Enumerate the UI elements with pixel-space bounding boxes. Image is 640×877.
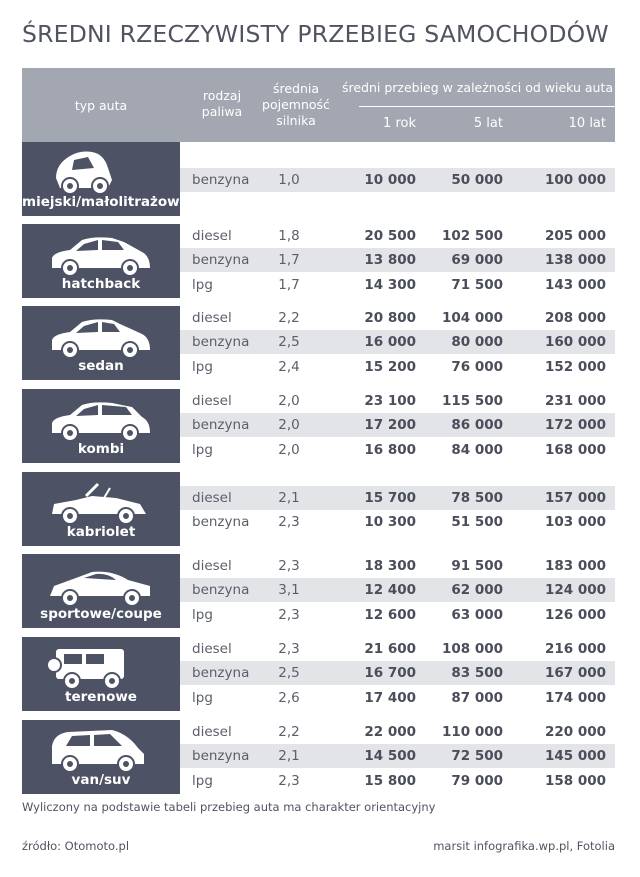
table-row xyxy=(180,661,615,685)
mileage-5-years-cell: 51 500 xyxy=(451,514,503,530)
mileage-5-years-cell: 87 000 xyxy=(451,690,503,706)
mileage-1-year-cell: 10 000 xyxy=(364,172,416,188)
mileage-1-year-cell: 12 600 xyxy=(364,607,416,623)
fuel-cell: diesel xyxy=(192,393,232,409)
mileage-10-years-cell: 216 000 xyxy=(544,641,606,657)
fuel-cell: benzyna xyxy=(192,417,250,433)
fuel-cell: lpg xyxy=(192,773,213,789)
fuel-cell: lpg xyxy=(192,277,213,293)
table-row xyxy=(180,224,615,248)
mileage-5-years-cell: 78 500 xyxy=(451,490,503,506)
mileage-1-year-cell: 15 800 xyxy=(364,773,416,789)
mileage-10-years-cell: 124 000 xyxy=(544,582,606,598)
car-type-group xyxy=(22,554,615,628)
capacity-cell: 2,2 xyxy=(278,310,300,326)
car-type-label: hatchback xyxy=(61,276,141,292)
fuel-cell: benzyna xyxy=(192,334,250,350)
table-row xyxy=(180,510,615,534)
mileage-10-years-cell: 231 000 xyxy=(544,393,606,409)
header-capacity: średnia pojemność silnika xyxy=(262,81,330,128)
mileage-5-years-cell: 83 500 xyxy=(451,665,503,681)
car-type-panel xyxy=(22,142,189,216)
mileage-5-years-cell: 62 000 xyxy=(451,582,503,598)
fuel-cell: benzyna xyxy=(192,252,250,268)
fuel-cell: benzyna xyxy=(192,172,250,188)
mileage-1-year-cell: 15 200 xyxy=(364,359,416,375)
car-type-label: sportowe/coupe xyxy=(40,606,162,622)
table-row xyxy=(180,744,615,768)
mileage-1-year-cell: 10 300 xyxy=(364,514,416,530)
sports-car-icon xyxy=(46,558,156,608)
mileage-5-years-cell: 91 500 xyxy=(451,558,503,574)
capacity-cell: 1,8 xyxy=(278,228,300,244)
mileage-1-year-cell: 17 200 xyxy=(364,417,416,433)
kombi-car-icon xyxy=(46,393,156,443)
sedan-car-icon xyxy=(46,310,156,360)
mileage-5-years-cell: 115 500 xyxy=(441,393,503,409)
capacity-cell: 2,1 xyxy=(278,490,300,506)
car-type-label: van/suv xyxy=(71,772,131,788)
mileage-10-years-cell: 172 000 xyxy=(544,417,606,433)
credit: marsit infografika.wp.pl, Fotolia xyxy=(433,839,615,853)
mileage-10-years-cell: 160 000 xyxy=(544,334,606,350)
mileage-10-years-cell: 183 000 xyxy=(544,558,606,574)
mileage-5-years-cell: 80 000 xyxy=(451,334,503,350)
header-year-5: 5 lat xyxy=(473,116,503,131)
car-type-panel xyxy=(22,306,180,380)
capacity-cell: 2,3 xyxy=(278,558,300,574)
table-row xyxy=(180,603,615,627)
car-type-group xyxy=(22,142,615,216)
mileage-1-year-cell: 20 800 xyxy=(364,310,416,326)
mileage-10-years-cell: 158 000 xyxy=(544,773,606,789)
mileage-5-years-cell: 72 500 xyxy=(451,748,503,764)
mileage-10-years-cell: 205 000 xyxy=(544,228,606,244)
car-type-panel xyxy=(22,637,180,711)
fuel-cell: diesel xyxy=(192,310,232,326)
header-year-10: 10 lat xyxy=(568,116,606,131)
mileage-10-years-cell: 220 000 xyxy=(544,724,606,740)
source: źródło: Otomoto.pl xyxy=(22,839,130,853)
mileage-10-years-cell: 167 000 xyxy=(544,665,606,681)
capacity-cell: 3,1 xyxy=(278,582,300,598)
capacity-cell: 2,4 xyxy=(278,359,300,375)
mileage-5-years-cell: 76 000 xyxy=(451,359,503,375)
table-row xyxy=(180,554,615,578)
mileage-5-years-cell: 71 500 xyxy=(451,277,503,293)
fuel-cell: lpg xyxy=(192,690,213,706)
header-mileage: średni przebieg w zależności od wieku auta xyxy=(341,80,614,95)
fuel-cell: diesel xyxy=(192,490,232,506)
header-fuel: rodzaj paliwa xyxy=(201,88,243,119)
mileage-10-years-cell: 168 000 xyxy=(544,442,606,458)
mileage-5-years-cell: 69 000 xyxy=(451,252,503,268)
table-row xyxy=(180,438,615,462)
mileage-1-year-cell: 15 700 xyxy=(364,490,416,506)
car-type-label: kabriolet xyxy=(66,524,136,540)
fuel-cell: diesel xyxy=(192,558,232,574)
page-title: ŚREDNI RZECZYWISTY PRZEBIEG SAMOCHODÓW xyxy=(22,20,609,48)
capacity-cell: 1,7 xyxy=(278,277,300,293)
mileage-1-year-cell: 14 500 xyxy=(364,748,416,764)
mileage-1-year-cell: 20 500 xyxy=(364,228,416,244)
header-year-1: 1 rok xyxy=(383,116,416,131)
car-type-panel xyxy=(22,389,180,463)
mileage-1-year-cell: 13 800 xyxy=(364,252,416,268)
capacity-cell: 2,3 xyxy=(278,641,300,657)
table-row xyxy=(180,686,615,710)
car-type-label: kombi xyxy=(77,441,125,457)
fuel-cell: lpg xyxy=(192,607,213,623)
fuel-cell: lpg xyxy=(192,442,213,458)
mileage-1-year-cell: 22 000 xyxy=(364,724,416,740)
capacity-cell: 1,0 xyxy=(278,172,300,188)
mileage-5-years-cell: 86 000 xyxy=(451,417,503,433)
mileage-10-years-cell: 174 000 xyxy=(544,690,606,706)
table-row xyxy=(180,330,615,354)
mileage-10-years-cell: 138 000 xyxy=(544,252,606,268)
table-row xyxy=(180,486,615,510)
fuel-cell: benzyna xyxy=(192,665,250,681)
mileage-10-years-cell: 126 000 xyxy=(544,607,606,623)
mileage-1-year-cell: 23 100 xyxy=(364,393,416,409)
fuel-cell: benzyna xyxy=(192,582,250,598)
table-row xyxy=(180,720,615,744)
car-type-group xyxy=(22,720,615,794)
table-row xyxy=(180,769,615,793)
capacity-cell: 2,3 xyxy=(278,607,300,623)
car-type-panel xyxy=(22,554,180,628)
hatchback-car-icon xyxy=(46,228,156,278)
capacity-cell: 2,3 xyxy=(278,514,300,530)
mileage-5-years-cell: 84 000 xyxy=(451,442,503,458)
mileage-1-year-cell: 12 400 xyxy=(364,582,416,598)
car-type-panel xyxy=(22,720,180,794)
car-type-label: terenowe xyxy=(65,689,137,705)
mileage-1-year-cell: 21 600 xyxy=(364,641,416,657)
footnote: Wyliczony na podstawie tabeli przebieg auta ma charakter orientacyjny xyxy=(22,800,436,814)
mileage-10-years-cell: 143 000 xyxy=(544,277,606,293)
table-header xyxy=(22,68,615,142)
table-row xyxy=(180,355,615,379)
mileage-1-year-cell: 17 400 xyxy=(364,690,416,706)
capacity-cell: 2,6 xyxy=(278,690,300,706)
fuel-cell: benzyna xyxy=(192,748,250,764)
car-type-group xyxy=(22,224,615,298)
table-row xyxy=(180,389,615,413)
car-type-label: sedan xyxy=(78,358,124,374)
mileage-5-years-cell: 50 000 xyxy=(451,172,503,188)
table-row xyxy=(180,168,615,192)
car-type-group xyxy=(22,637,615,711)
table-row xyxy=(180,578,615,602)
table-row xyxy=(180,637,615,661)
car-type-label: miejski/małolitrażowy xyxy=(22,194,189,210)
mileage-10-years-cell: 157 000 xyxy=(544,490,606,506)
fuel-cell: lpg xyxy=(192,359,213,375)
car-type-panel xyxy=(22,224,180,298)
mileage-10-years-cell: 145 000 xyxy=(544,748,606,764)
fuel-cell: diesel xyxy=(192,724,232,740)
mileage-10-years-cell: 208 000 xyxy=(544,310,606,326)
capacity-cell: 2,0 xyxy=(278,393,300,409)
capacity-cell: 2,0 xyxy=(278,442,300,458)
car-type-group xyxy=(22,306,615,380)
mileage-5-years-cell: 63 000 xyxy=(451,607,503,623)
mileage-1-year-cell: 16 800 xyxy=(364,442,416,458)
capacity-cell: 2,5 xyxy=(278,665,300,681)
mileage-5-years-cell: 108 000 xyxy=(441,641,503,657)
table-row xyxy=(180,306,615,330)
mileage-10-years-cell: 152 000 xyxy=(544,359,606,375)
mileage-1-year-cell: 16 000 xyxy=(364,334,416,350)
fuel-cell: diesel xyxy=(192,641,232,657)
van-car-icon xyxy=(46,724,156,774)
capacity-cell: 2,5 xyxy=(278,334,300,350)
mileage-5-years-cell: 102 500 xyxy=(441,228,503,244)
mileage-5-years-cell: 79 000 xyxy=(451,773,503,789)
capacity-cell: 1,7 xyxy=(278,252,300,268)
mileage-5-years-cell: 104 000 xyxy=(441,310,503,326)
car-type-group xyxy=(22,472,615,546)
header-type: typ auta xyxy=(74,98,128,113)
mileage-10-years-cell: 100 000 xyxy=(544,172,606,188)
mileage-5-years-cell: 110 000 xyxy=(441,724,503,740)
fuel-cell: diesel xyxy=(192,228,232,244)
capacity-cell: 2,0 xyxy=(278,417,300,433)
mileage-1-year-cell: 14 300 xyxy=(364,277,416,293)
offroad-car-icon xyxy=(46,641,156,691)
capacity-cell: 2,3 xyxy=(278,773,300,789)
mileage-1-year-cell: 16 700 xyxy=(364,665,416,681)
convertible-car-icon xyxy=(46,476,156,526)
city-car-icon xyxy=(46,146,156,196)
car-type-panel xyxy=(22,472,180,546)
table-row xyxy=(180,248,615,272)
table-row xyxy=(180,413,615,437)
capacity-cell: 2,1 xyxy=(278,748,300,764)
capacity-cell: 2,2 xyxy=(278,724,300,740)
header-divider xyxy=(359,106,615,107)
fuel-cell: benzyna xyxy=(192,514,250,530)
mileage-1-year-cell: 18 300 xyxy=(364,558,416,574)
table-row xyxy=(180,273,615,297)
mileage-10-years-cell: 103 000 xyxy=(544,514,606,530)
car-type-group xyxy=(22,389,615,463)
